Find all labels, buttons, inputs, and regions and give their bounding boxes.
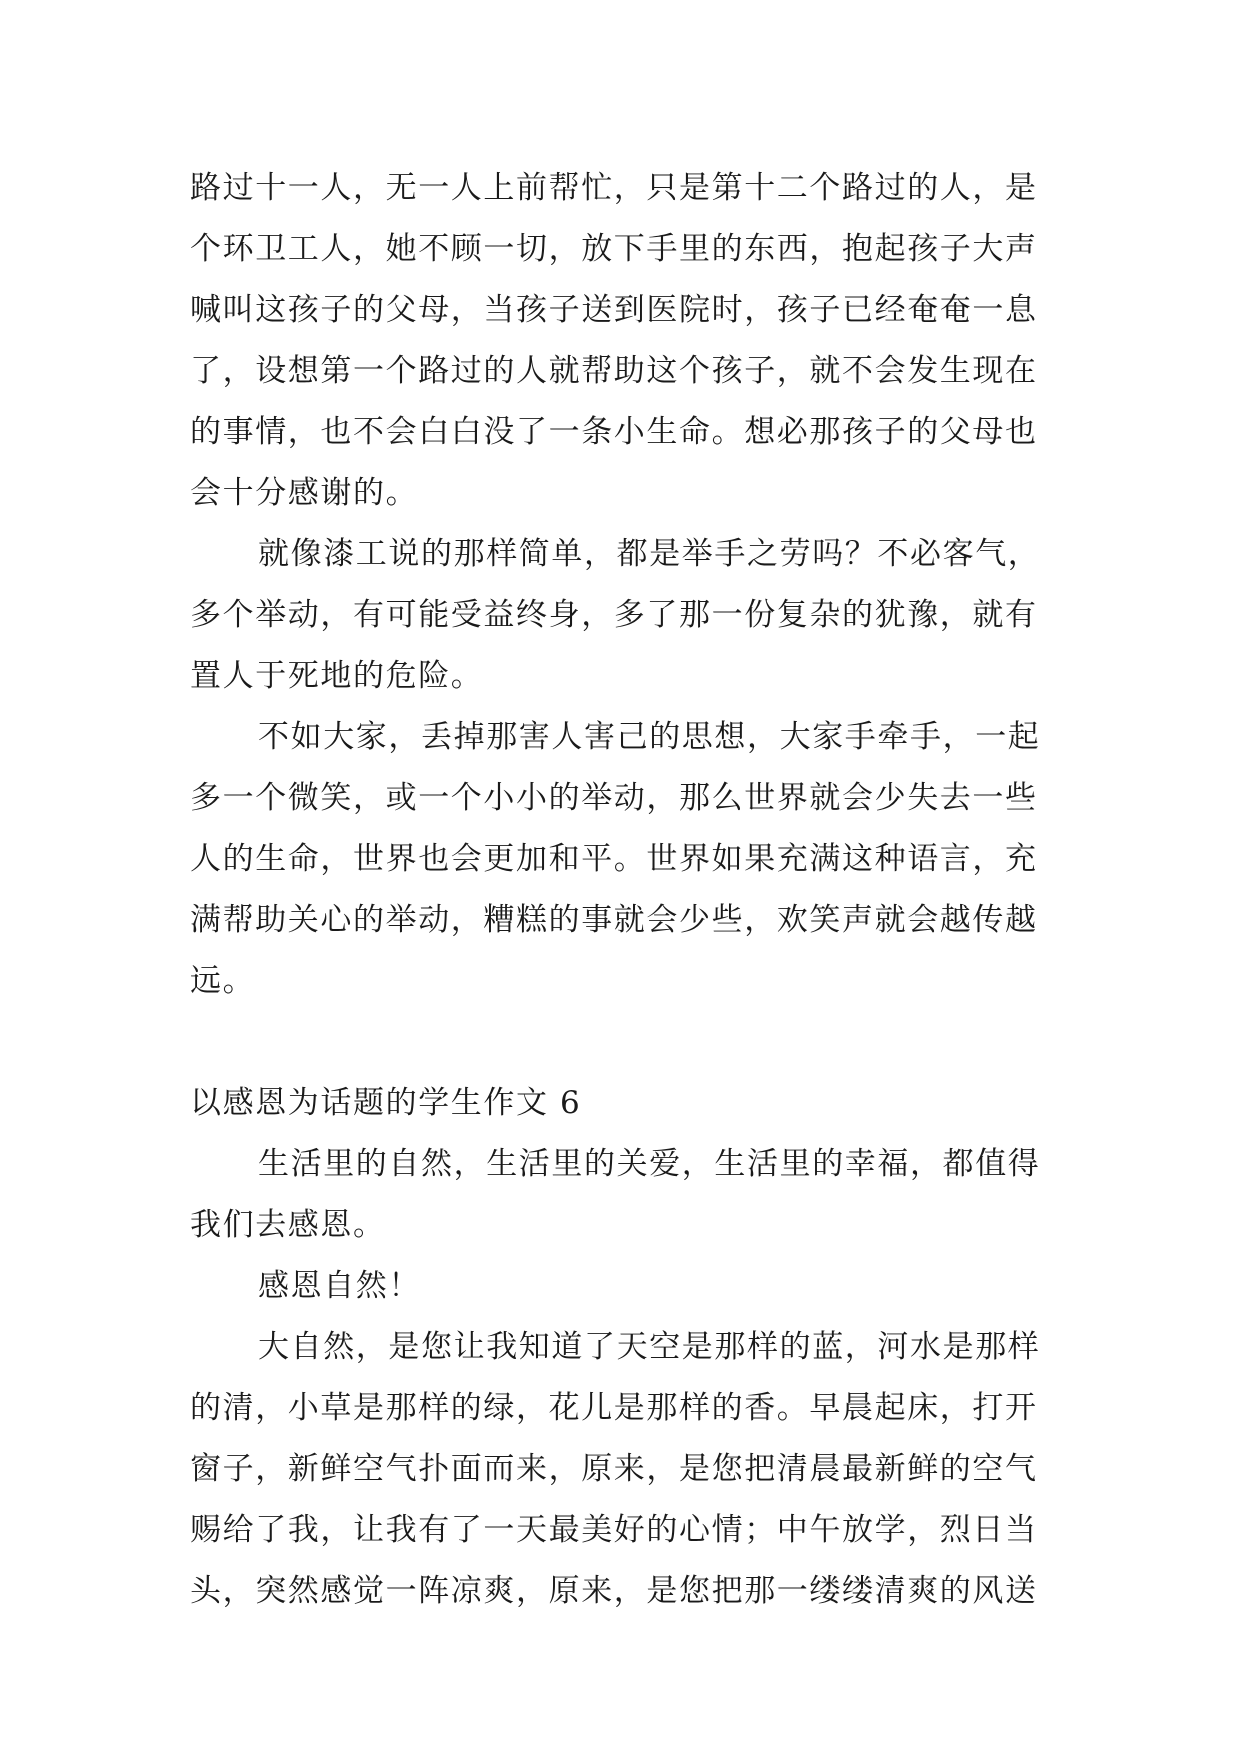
text-line: 不如大家，丢掉那害人害己的思想，大家手牵手，一起 [258,719,1041,755]
text-line: 赐给了我，让我有了一天最美好的心情；中午放学，烈日当 [190,1512,1038,1548]
text-line: 喊叫这孩子的父母，当孩子送到医院时，孩子已经奄奄一息 [190,292,1038,328]
text-line: 窗子，新鲜空气扑面而来，原来，是您把清晨最新鲜的空气 [190,1451,1038,1487]
text-line: 满帮助关心的举动，糟糕的事就会少些，欢笑声就会越传越 [190,902,1038,938]
text-line: 了，设想第一个路过的人就帮助这个孩子，就不会发生现在 [190,353,1038,389]
text-line: 的清，小草是那样的绿，花儿是那样的香。早晨起床，打开 [190,1390,1038,1426]
text-line: 路过十一人，无一人上前帮忙，只是第十二个路过的人，是 [190,170,1038,206]
text-line: 的事情，也不会白白没了一条小生命。想必那孩子的父母也 [190,414,1038,450]
text-line: 多个举动，有可能受益终身，多了那一份复杂的犹豫，就有 [190,597,1038,633]
text-line: 置人于死地的危险。 [190,658,484,694]
section-title: 以感恩为话题的学生作文 6 [190,1085,582,1121]
text-line: 多一个微笑，或一个小小的举动，那么世界就会少失去一些 [190,780,1038,816]
text-line: 远。 [190,963,256,999]
text-line: 就像漆工说的那样简单，都是举手之劳吗？不必客气， [258,536,1041,572]
text-line: 头，突然感觉一阵凉爽，原来，是您把那一缕缕清爽的风送 [190,1573,1038,1609]
text-line: 个环卫工人，她不顾一切，放下手里的东西，抱起孩子大声 [190,231,1038,267]
text-line: 我们去感恩。 [190,1207,386,1243]
text-line: 感恩自然！ [258,1268,421,1304]
text-line: 会十分感谢的。 [190,475,419,511]
text-line: 生活里的自然，生活里的关爱，生活里的幸福，都值得 [258,1146,1041,1182]
text-line: 人的生命，世界也会更加和平。世界如果充满这种语言，充 [190,841,1038,877]
text-line: 大自然，是您让我知道了天空是那样的蓝，河水是那样 [258,1329,1041,1365]
